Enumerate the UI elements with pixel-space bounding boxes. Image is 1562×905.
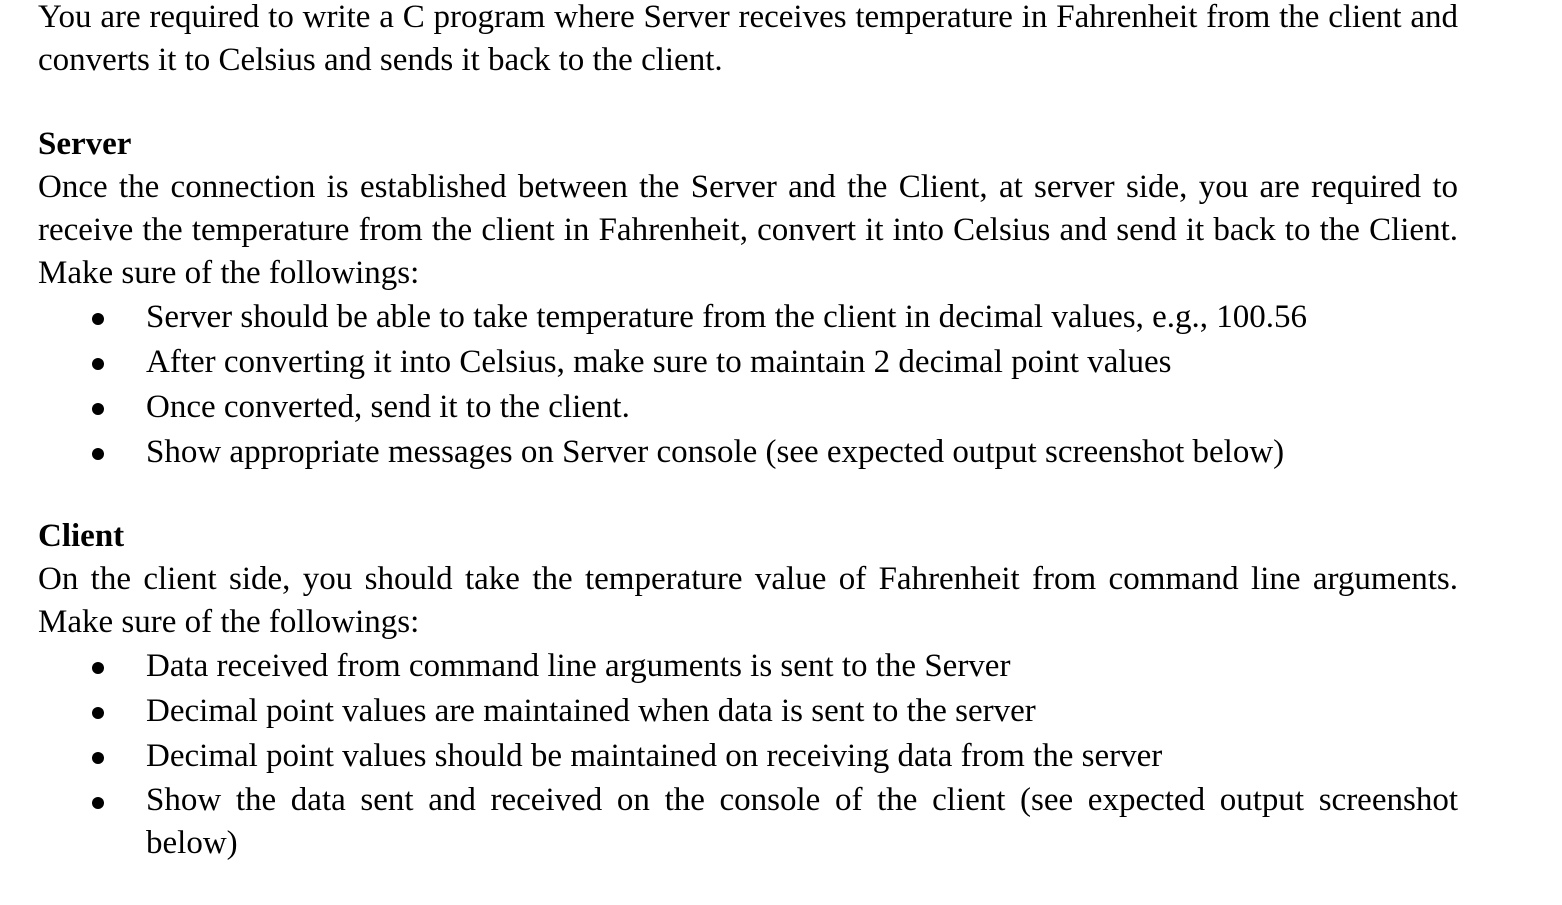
list-item	[38, 644, 1458, 689]
bullet-icon	[92, 448, 104, 460]
list-item	[38, 779, 1458, 865]
server-paragraph: Once the connection is established between the Server and the Client, at server side, you are required to receive the temperature from the client in Fahrenheit, convert it into Celsius and send it back to the Client. Make sure of the followings:	[38, 169, 1458, 291]
bullet-icon	[92, 707, 104, 719]
document-body	[38, 0, 1458, 905]
list-item	[38, 295, 1458, 340]
list-item-text: After converting it into Celsius, make sure to maintain 2 decimal point values	[146, 344, 1172, 380]
list-item	[38, 340, 1458, 385]
server-heading: Server	[38, 126, 132, 162]
list-item	[38, 734, 1458, 779]
client-paragraph: On the client side, you should take the temperature value of Fahrenheit from command line arguments. Make sure of the followings:	[38, 561, 1458, 640]
list-item	[38, 430, 1458, 475]
list-item-text: Show appropriate messages on Server console (see expected output screenshot below)	[146, 434, 1285, 470]
bullet-icon	[92, 797, 104, 809]
bullet-icon	[92, 662, 104, 674]
list-item	[38, 385, 1458, 430]
bullet-icon	[92, 358, 104, 370]
list-item	[38, 689, 1458, 734]
list-item-text: Show the data sent and received on the console of the client (see expected output screenshot below)	[146, 782, 1458, 861]
client-section	[38, 515, 1458, 865]
list-item-text: Server should be able to take temperature from the client in decimal values, e.g., 100.56	[146, 299, 1308, 335]
bullet-icon	[92, 313, 104, 325]
intro-paragraph: You are required to write a C program where Server receives temperature in Fahrenheit from the client and converts it to Celsius and sends it back to the client.	[38, 0, 1458, 78]
server-bullet-list	[38, 295, 1458, 475]
client-bullet-list	[38, 644, 1458, 865]
bullet-icon	[92, 403, 104, 415]
list-item-text: Once converted, send it to the client.	[146, 389, 630, 425]
bullet-icon	[92, 752, 104, 764]
list-item-text: Data received from command line arguments is sent to the Server	[146, 648, 1011, 684]
server-section	[38, 123, 1458, 475]
list-item-text: Decimal point values should be maintained on receiving data from the server	[146, 738, 1163, 774]
client-heading: Client	[38, 518, 125, 554]
list-item-text: Decimal point values are maintained when data is sent to the server	[146, 693, 1036, 729]
